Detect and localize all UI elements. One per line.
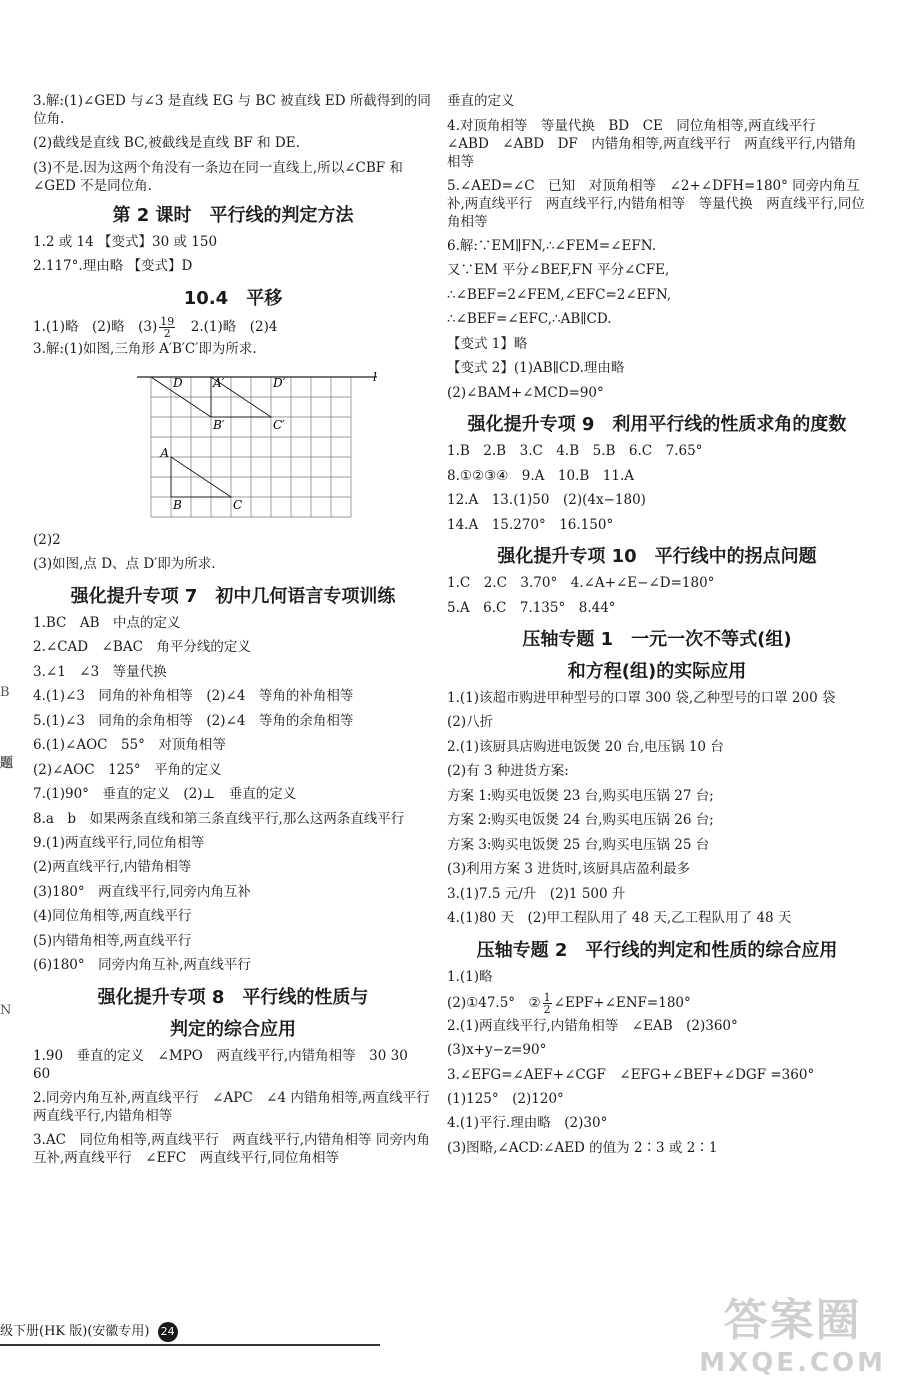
right-column (447, 92, 867, 1163)
figure-point-label: l (373, 370, 377, 384)
figure-point-label: D (173, 375, 183, 390)
answer-line: (4)同位角相等,两直线平行 (33, 908, 192, 924)
section-heading: 和方程(组)的实际应用 (567, 661, 747, 682)
answer-line: (1)125° (2)120° (447, 1090, 564, 1107)
answer-line: 3.(1)7.5 元/升 (2)1 500 升 (447, 885, 626, 902)
answer-line: (2)两直线平行,内错角相等 (33, 859, 192, 875)
answer-line: 3.解:(1)∠GED 与∠3 是直线 EG 与 BC 被直线 ED 所截得到的同位角. (33, 93, 431, 127)
watermark-logo: 答案圈 (723, 1295, 862, 1346)
figure-point-label: C (233, 497, 243, 512)
answer-line: 【变式 1】略 (447, 335, 528, 352)
figure-point-label: A (160, 445, 169, 460)
footer-rule (0, 1344, 380, 1346)
section-heading: 压轴专题 1 一元一次不等式(组) (522, 629, 792, 650)
answer-line: 2.同旁内角互补,两直线平行 ∠APC ∠4 内错角相等,两直线平行 两直线平行,内错角相等 (33, 1089, 444, 1124)
watermark (699, 1284, 886, 1378)
answer-line: ∴∠BEF=2∠FEM,∠EFC=2∠EFN, (447, 286, 672, 303)
answer-line: (2)2 (33, 531, 61, 548)
fraction-numerator: 19 (160, 314, 175, 328)
answer-line: 又∵EM 平分∠BEF,FN 平分∠CFE, (447, 262, 670, 278)
answer-line: 1.(1)该超市购进甲种型号的口罩 300 袋,乙种型号的口罩 200 袋 (447, 690, 836, 706)
section-heading: 强化提升专项 9 利用平行线的性质求角的度数 (467, 414, 847, 435)
answer-line: 7.(1)90° 垂直的定义 (2)⊥ 垂直的定义 (33, 786, 297, 802)
answer-line: 2.117°.理由略 【变式】D (33, 258, 193, 274)
answer-line: (3)图略,∠ACD∶∠AED 的值为 2∶3 或 2∶1 (447, 1139, 718, 1156)
fraction (159, 316, 175, 339)
page-number-badge: 24 (158, 1322, 178, 1342)
page-footer (0, 1320, 178, 1342)
answer-line: 5.∠AED=∠C 已知 对顶角相等 ∠2+∠DFH=180° 同旁内角互补,两直线平行 两直线平行,内错角相等 等量代换 两直线平行,同位角相等 (447, 177, 865, 230)
answer-text: 2.(1)略 (2)4 (177, 318, 278, 335)
answer-line: 14.A 15.270° 16.150° (447, 516, 614, 533)
section-heading: 第 2 课时 平行线的判定方法 (112, 204, 354, 226)
answer-line: 3.∠EFG=∠AEF+∠CGF ∠EFG+∠BEF+∠DGF =360° (447, 1066, 815, 1083)
answer-line: (6)180° 同旁内角互补,两直线平行 (33, 957, 251, 973)
figure-point-label: B (173, 497, 182, 512)
edge-mark: 题 (0, 756, 14, 771)
edge-mark: N (0, 1003, 12, 1018)
answer-line: 1.90 垂直的定义 ∠MPO 两直线平行,内错角相等 30 30 60 (33, 1047, 422, 1082)
answer-line: 6.(1)∠AOC 55° 对顶角相等 (33, 737, 226, 753)
answer-line: (3)如图,点 D、点 D′即为所求. (33, 556, 216, 572)
figure-point-label: A′ (213, 375, 225, 390)
answer-line: 3.解:(1)如图,三角形 A′B′C′即为所求. (33, 341, 257, 357)
edge-mark: B (0, 685, 10, 700)
answer-line: 4.对顶角相等 等量代换 BD CE 同位角相等,两直线平行 ∠ABD ∠ABD DF 内错角相等,两直线平行 两直线平行,内错角相等 (447, 117, 857, 170)
answer-line: 4.(1)平行.理由略 (2)30° (447, 1115, 608, 1131)
answer-line: (3)x+y−z=90° (447, 1042, 547, 1058)
answer-line: 1.(1)略 (447, 968, 493, 985)
answer-line: 2.(1)该厨具店购进电饭煲 20 台,电压锅 10 台 (447, 738, 724, 755)
answer-line: 【变式 2】(1)AB∥CD.理由略 (447, 360, 625, 376)
answer-line: (2)有 3 种进货方案: (447, 763, 569, 779)
section-heading: 强化提升专项 8 平行线的性质与 (97, 986, 369, 1008)
fraction (543, 992, 552, 1015)
answer-line: 8.a b 如果两条直线和第三条直线平行,那么这两条直线平行 (33, 810, 405, 827)
answer-line: (3)不是.因为这两个角没有一条边在同一直线上,所以∠CBF 和∠GED 不是同位角. (33, 159, 403, 194)
answer-line: 1.C 2.C 3.70° 4.∠A+∠E−∠D=180° (447, 575, 715, 591)
answer-line: 方案 2:购买电饭煲 24 台,购买电压锅 26 台; (447, 812, 714, 828)
section-heading: 判定的综合应用 (170, 1018, 296, 1040)
section-heading: 10.4 平移 (183, 287, 283, 309)
answer-text: (2)①47.5° ② (447, 995, 541, 1011)
answer-line (33, 316, 433, 341)
answer-line: 6.解:∵EM∥FN,∴∠FEM=∠EFN. (447, 237, 656, 254)
figure-point-label: D′ (273, 375, 286, 390)
figure-point-label: B′ (213, 417, 225, 432)
translation-grid-figure (133, 371, 393, 521)
answer-line: (3)利用方案 3 进货时,该厨具店盈利最多 (447, 861, 691, 877)
section-heading: 强化提升专项 10 平行线中的拐点问题 (497, 546, 817, 567)
answer-line: 12.A 13.(1)50 (2)(4x−180) (447, 492, 646, 508)
answer-line: 方案 1:购买电饭煲 23 台,购买电压锅 27 台; (447, 787, 714, 804)
answer-line: (3)180° 两直线平行,同旁内角互补 (33, 883, 251, 900)
answer-text: 1.(1)略 (2)略 (3) (33, 318, 158, 335)
answer-line (447, 992, 867, 1017)
answer-line: 9.(1)两直线平行,同位角相等 (33, 834, 205, 851)
fraction-denominator: 2 (163, 326, 171, 340)
answer-line: 5.A 6.C 7.135° 8.44° (447, 599, 616, 616)
answer-line: 垂直的定义 (447, 93, 515, 109)
answer-line: 1.B 2.B 3.C 4.B 5.B 6.C 7.65° (447, 443, 703, 459)
footer-text: 级下册(HK 版)(安徽专用) (0, 1324, 150, 1339)
answer-line: (2)截线是直线 BC,被截线是直线 BF 和 DE. (33, 135, 300, 151)
answer-text: ∠EPF+∠ENF=180° (553, 995, 691, 1011)
answer-line: (2)∠AOC 125° 平角的定义 (33, 761, 222, 778)
watermark-url: MXQE.COM (699, 1348, 886, 1378)
figure-point-label: C′ (273, 417, 285, 432)
answer-line: 1.BC AB 中点的定义 (33, 614, 181, 631)
answer-line: 1.2 或 14 【变式】30 或 150 (33, 233, 218, 250)
answer-line: 4.(1)80 天 (2)甲工程队用了 48 天,乙工程队用了 48 天 (447, 910, 792, 926)
answer-line: 2.∠CAD ∠BAC 角平分线的定义 (33, 639, 251, 655)
answer-line: ∴∠BEF=∠EFC,∴AB∥CD. (447, 311, 612, 327)
answer-line: 5.(1)∠3 同角的余角相等 (2)∠4 等角的余角相等 (33, 712, 354, 729)
answer-line: 8.①②③④ 9.A 10.B 11.A (447, 467, 635, 484)
answer-line: 3.AC 同位角相等,两直线平行 两直线平行,内错角相等 同旁内角互补,两直线平行 ∠EFC 两直线平行,同位角相等 (33, 1131, 430, 1166)
answer-line: 3.∠1 ∠3 等量代换 (33, 663, 167, 680)
fraction-denominator: 2 (543, 1003, 551, 1016)
answer-line: 2.(1)两直线平行,内错角相等 ∠EAB (2)360° (447, 1017, 738, 1034)
answer-line: (2)八折 (447, 714, 494, 730)
section-heading: 压轴专题 2 平行线的判定和性质的综合应用 (476, 939, 838, 961)
left-column (33, 92, 444, 1173)
section-heading: 强化提升专项 7 初中几何语言专项训练 (70, 585, 396, 607)
answer-line: (5)内错角相等,两直线平行 (33, 932, 192, 949)
answer-line: 4.(1)∠3 同角的补角相等 (2)∠4 等角的补角相等 (33, 688, 354, 704)
answer-line: (2)∠BAM+∠MCD=90° (447, 384, 604, 401)
answer-line: 方案 3:购买电饭煲 25 台,购买电压锅 25 台 (447, 836, 710, 853)
fraction-numerator: 1 (543, 991, 551, 1004)
